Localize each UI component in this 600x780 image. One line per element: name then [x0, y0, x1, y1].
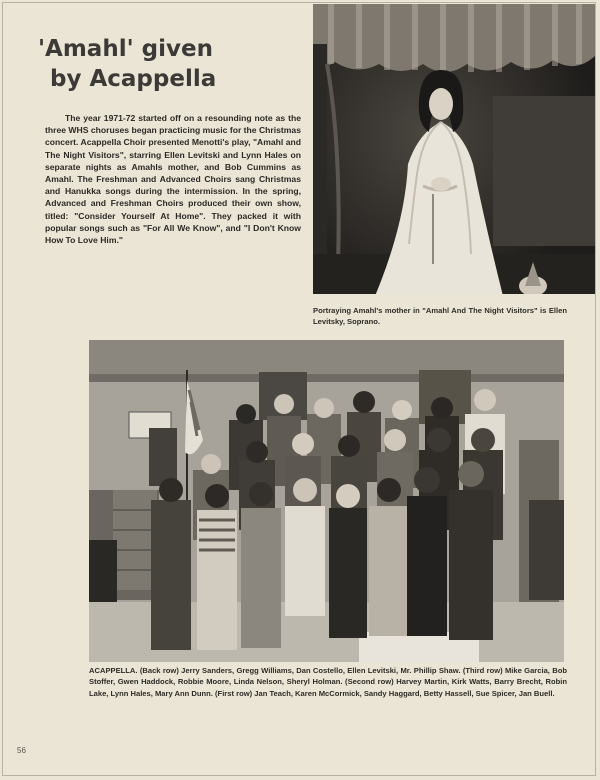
- headline: [38, 34, 288, 94]
- photo-bottom-caption: ACAPPELLA. (Back row) Jerry Sanders, Gregg Williams, Dan Costello, Ellen Levitski, Mr. Phillip Shaw. (Third row) Mike Garcia, Bob Stoffer, Gwen Haddock, Robbie Moore, Linda Nelson, Sheryl Holman. (Second row) Harvey Martin, Kirk Watts, Barry Brecht, Robin Lake, Lynn Hales, Mary Ann Dunn. (First row) Jan Teach, Karen McCormick, Sandy Haggard, Betty Hassell, Sue Spicer, Jan Buell.: [89, 666, 567, 698]
- photo-amahl-mother: [313, 4, 595, 294]
- page-number: 56: [17, 746, 26, 755]
- photo-acappella-group: [89, 340, 564, 662]
- photo-amahl-mother-image: [313, 4, 595, 294]
- photo-acappella-group-image: [89, 340, 564, 662]
- article-body: The year 1971-72 started off on a resounding note as the three WHS choruses began practicing music for the Christmas concert. Acappella Choir presented Menotti's play, "Amahl and The Night Visitors", starring Ellen Levitski and Lynn Hales on separate nights as Amahls mother, and Bob Cummins as Amahl. The Freshman and Advanced Choirs sang Christmas and Hanukka songs during the intermission. In the spring, Advanced and Freshman Choirs produced their own show, titled: "Consider Yourself At Home". They packed it with popular songs such as "For All We Know", and "I Don't Know How To Love Him.": [45, 113, 301, 246]
- headline-line-1: 'Amahl' given: [38, 36, 213, 62]
- headline-line-2: by Acappella: [50, 66, 217, 92]
- photo-top-caption: Portraying Amahl's mother in "Amahl And The Night Visitors" is Ellen Levitsky, Soprano.: [313, 306, 567, 326]
